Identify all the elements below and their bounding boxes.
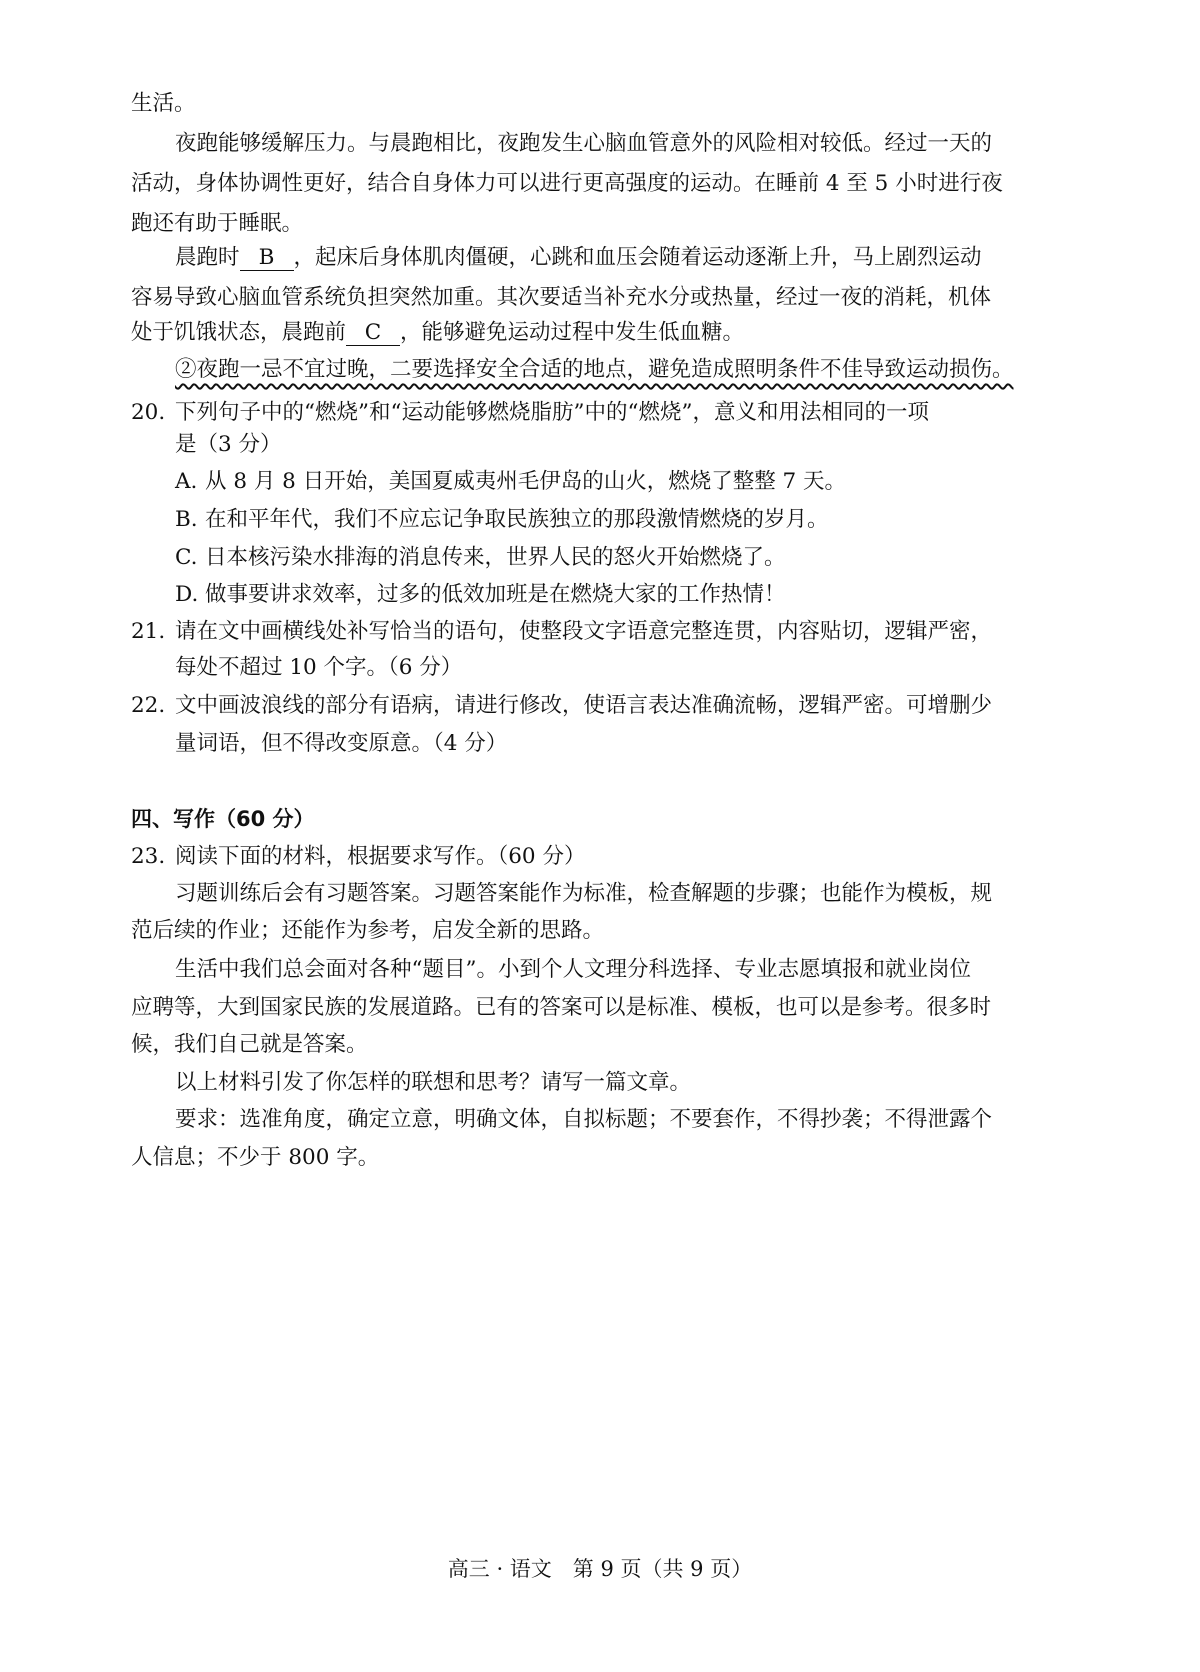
section-heading: 四、写作（60 分） xyxy=(131,807,315,831)
page-footer: 高三 · 语文 第 9 页（共 9 页） xyxy=(447,1557,753,1581)
passage-paragraph-1-line: 跑还有助于睡眠。 xyxy=(131,211,304,236)
option-letter: D. xyxy=(175,582,199,607)
passage-fragment: 生活。 xyxy=(131,91,196,116)
option-letter: C. xyxy=(175,545,198,570)
passage-paragraph-2-line xyxy=(175,243,1115,273)
passage-paragraph-1-line: 夜跑能够缓解压力。与晨跑相比，夜跑发生心脑血管意外的风险相对较低。经过一天的 xyxy=(175,131,993,156)
text: 晨跑时 xyxy=(175,245,240,270)
material-paragraph-1-line: 习题训练后会有习题答案。习题答案能作为标准，检查解题的步骤；也能作为模板，规 xyxy=(175,881,993,906)
requirements-line: 人信息；不少于 800 字。 xyxy=(131,1145,380,1170)
passage-paragraph-1-line: 活动，身体协调性更好，结合自身体力可以进行更高强度的运动。在睡前 4 至 5 小时进行夜 xyxy=(131,171,1003,196)
option-c xyxy=(175,543,1115,573)
question-20 xyxy=(131,398,1071,428)
blank-c: C xyxy=(346,321,400,346)
question-23 xyxy=(131,842,1071,872)
question-text: 下列句子中的“燃烧”和“运动能够燃烧脂肪”中的“燃烧”，意义和用法相同的一项 xyxy=(175,400,929,425)
material-paragraph-2-line: 应聘等，大到国家民族的发展道路。已有的答案可以是标准、模板，也可以是参考。很多时 xyxy=(131,995,992,1020)
option-text: 做事要讲求效率，过多的低效加班是在燃烧大家的工作热情！ xyxy=(205,582,786,607)
option-a xyxy=(175,467,1115,497)
text: ，起床后身体肌肉僵硬，心跳和血压会随着运动逐渐上升，马上剧烈运动 xyxy=(293,245,982,270)
question-number: 23. xyxy=(131,844,166,869)
material-prompt: 以上材料引发了你怎样的联想和思考？请写一篇文章。 xyxy=(175,1070,692,1095)
question-22 xyxy=(131,691,1071,721)
passage-paragraph-3-line xyxy=(175,355,1115,385)
question-text: 请在文中画横线处补写恰当的语句，使整段文字语意完整连贯，内容贴切，逻辑严密， xyxy=(175,619,993,644)
option-d xyxy=(175,580,1115,610)
question-22-line-2: 量词语，但不得改变原意。（4 分） xyxy=(175,731,508,756)
option-text: 在和平年代，我们不应忘记争取民族独立的那段激情燃烧的岁月。 xyxy=(205,507,829,532)
option-letter: B. xyxy=(175,507,198,532)
wavy-underlined-sentence: ②夜跑一忌不宜过晚，二要选择安全合适的地点，避免造成照明条件不佳导致运动损伤。 xyxy=(175,357,1014,382)
question-number: 20. xyxy=(131,400,166,425)
text: 处于饥饿状态，晨跑前 xyxy=(131,320,347,345)
question-number: 21. xyxy=(131,619,166,644)
option-text: 从 8 月 8 日开始，美国夏威夷州毛伊岛的山火，燃烧了整整 7 天。 xyxy=(205,469,847,494)
question-20-line-2: 是（3 分） xyxy=(175,432,282,457)
material-paragraph-1-line: 范后续的作业；还能作为参考，启发全新的思路。 xyxy=(131,918,605,943)
question-21 xyxy=(131,617,1071,647)
passage-paragraph-2-line: 容易导致心脑血管系统负担突然加重。其次要适当补充水分或热量，经过一夜的消耗，机体 xyxy=(131,285,992,310)
question-21-line-2: 每处不超过 10 个字。（6 分） xyxy=(175,655,463,680)
option-text: 日本核污染水排海的消息传来，世界人民的怒火开始燃烧了。 xyxy=(205,545,786,570)
requirements-line: 要求：选准角度，确定立意，明确文体，自拟标题；不要套作，不得抄袭；不得泄露个 xyxy=(175,1107,993,1132)
option-b xyxy=(175,505,1115,535)
option-letter: A. xyxy=(175,469,198,494)
question-number: 22. xyxy=(131,693,166,718)
text: ，能够避免运动过程中发生低血糖。 xyxy=(400,320,745,345)
passage-paragraph-2-line xyxy=(131,318,1071,348)
material-paragraph-2-line: 候，我们自己就是答案。 xyxy=(131,1032,368,1057)
question-text: 阅读下面的材料，根据要求写作。（60 分） xyxy=(175,844,586,869)
blank-b: B xyxy=(240,246,294,271)
material-paragraph-2-line: 生活中我们总会面对各种“题目”。小到个人文理分科选择、专业志愿填报和就业岗位 xyxy=(175,957,971,982)
question-text: 文中画波浪线的部分有语病，请进行修改，使语言表达准确流畅，逻辑严密。可增删少 xyxy=(175,693,993,718)
